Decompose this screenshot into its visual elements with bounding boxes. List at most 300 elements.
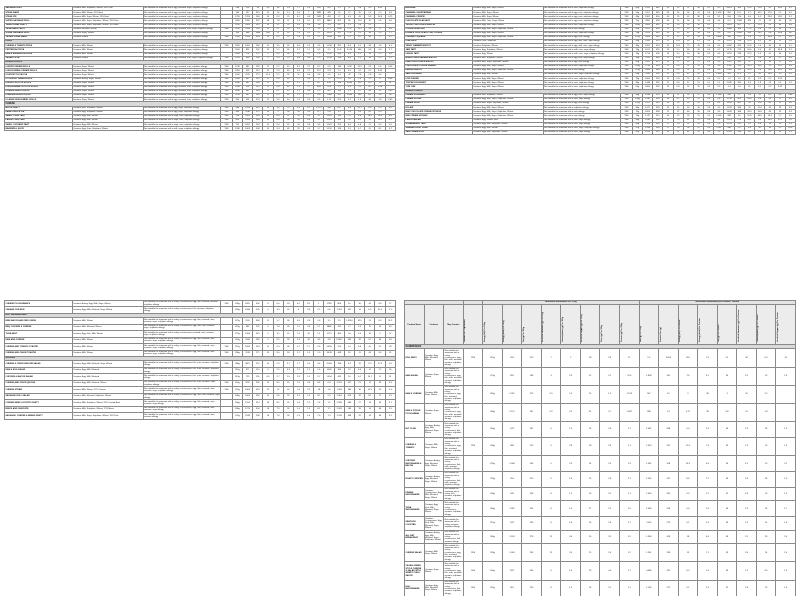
- nutrition-cell: 28: [663, 11, 673, 15]
- nutrition-cell: 3.4: [334, 73, 344, 77]
- nutrition-cell: 378: [653, 102, 663, 106]
- nutrition-cell: 9.6: [293, 11, 303, 15]
- nutrition-cell: 27: [283, 19, 293, 23]
- nutrition-cell: 62: [683, 15, 693, 19]
- nutrition-cell: 34.8: [775, 48, 785, 52]
- nutrition-cell: 1.9: [620, 530, 640, 544]
- table-quadrant-top-left: [4, 6, 396, 294]
- nutrition-cell: 1.261: [639, 544, 659, 562]
- nutrition-cell: 168: [253, 44, 263, 48]
- nutrition-cell: 8.6: [273, 350, 283, 356]
- nutrition-cell: 29: [283, 307, 293, 313]
- nutrition-cell: 213: [522, 438, 542, 456]
- nutrition-cell: 1.1: [314, 35, 324, 39]
- nutrition-cell: 34: [775, 52, 785, 56]
- nutrition-cell: 5.7: [273, 318, 283, 324]
- nutrition-cell: 1773: [324, 331, 334, 337]
- nutrition-cell: 3.1: [785, 44, 795, 48]
- nutrition-cell: 1.6: [293, 406, 303, 412]
- contains-cell: Contains Sulphites, Wheat: [472, 44, 543, 48]
- nutrition-cell: 13: [263, 114, 273, 118]
- nutrition-cell: 11: [263, 318, 273, 324]
- nutrition-cell: 7.6: [659, 404, 679, 422]
- nutrition-cell: 320: [653, 118, 663, 122]
- vegetarian-cell: YES: [621, 106, 633, 110]
- nutrition-cell: 261: [659, 367, 679, 385]
- header-nutrient-label: Fibre (g) Per 100g: [600, 324, 603, 342]
- nutrition-cell: 6.6: [755, 27, 765, 31]
- nutrition-cell: 17: [334, 15, 344, 19]
- nutrition-cell: 1.9: [293, 380, 303, 386]
- nutrition-cell: 1881: [314, 11, 324, 15]
- nutrition-cell: 9: [263, 337, 273, 343]
- contains-cell: Contains Milk, Wheat: [72, 318, 143, 324]
- nutrition-cell: 477: [242, 367, 252, 373]
- nutrition-cell: 22: [663, 44, 673, 48]
- contains-cell: Contains Egg, Fish, Milk, Mustard, Soya, Wheat: [424, 501, 444, 517]
- nutrition-cell: 1.9: [561, 487, 581, 501]
- nutrition-cell: 3.2: [755, 77, 765, 81]
- may-contain-cell: Not suitable for someone with a celery, crustaceans, egg, fish, mustard, nuts, sesame, soya allergy.: [143, 400, 221, 406]
- nutrition-cell: 8: [541, 517, 561, 531]
- contains-cell: Contains Egg, Milk, Soya, Wheat: [472, 23, 543, 27]
- nutrition-cell: 6.6: [375, 301, 385, 307]
- nutrition-cell: 1.1: [620, 438, 640, 456]
- nutrition-cell: 1.6: [776, 544, 796, 562]
- nutrition-cell: 3.8: [714, 40, 724, 44]
- nutrition-cell: 1.236: [324, 44, 334, 48]
- nutrition-cell: 1036: [232, 77, 242, 81]
- nutrition-cell: 279: [659, 517, 679, 531]
- nutrition-cell: 2.3: [698, 580, 718, 596]
- nutrition-cell: 1806: [642, 23, 652, 27]
- nutrition-cell: 21: [365, 123, 375, 127]
- nutrition-cell: 1.087: [620, 404, 640, 422]
- nutrition-cell: 1336: [232, 127, 242, 131]
- nutrition-cell: 1.013: [639, 438, 659, 456]
- nutrition-cell: 6: [263, 307, 273, 313]
- nutrition-cell: 10.8: [334, 48, 344, 52]
- nutrition-cell: 0.7: [304, 19, 314, 23]
- product-name-cell: PEACH MELBA: [405, 118, 473, 122]
- nutrition-cell: 936: [724, 56, 734, 60]
- vegetarian-cell: YES: [463, 580, 483, 596]
- nutrition-cell: 1: [314, 301, 324, 307]
- nutrition-cell: 2.7: [273, 374, 283, 380]
- nutrition-cell: 1.116: [639, 517, 659, 531]
- nutrition-cell: 5.6: [744, 126, 754, 130]
- nutrition-cell: 8.8: [355, 344, 365, 350]
- nutrition-cell: 5.1: [737, 562, 757, 580]
- table-row: [405, 422, 796, 438]
- nutrition-cell: 25: [580, 544, 600, 562]
- product-name-cell: EGG MAYONNAISE: [405, 580, 425, 596]
- nutrition-cell: 3.2: [714, 106, 724, 110]
- nutrition-cell: 33: [365, 52, 375, 56]
- contains-cell: Contains Soya, Wheat: [424, 562, 444, 580]
- nutrition-cell: 2.2: [714, 48, 724, 52]
- nutrition-cell: 289: [653, 126, 663, 130]
- nutrition-cell: 273: [522, 385, 542, 403]
- nutrition-cell: 27.6: [375, 361, 385, 367]
- nutrition-cell: 4.4: [704, 19, 714, 23]
- nutrition-cell: 36: [683, 126, 693, 130]
- nutrition-cell: 48g: [632, 15, 642, 19]
- nutrition-cell: 18: [263, 406, 273, 412]
- vegetarian-cell: YES: [221, 73, 233, 77]
- product-name-cell: APPLE PASTY: [5, 106, 73, 110]
- header-contains: Contains: [424, 305, 444, 345]
- nutrition-cell: 0.6: [324, 65, 334, 69]
- nutrition-cell: 2.2: [600, 367, 620, 385]
- nutrition-cell: 43: [355, 15, 365, 19]
- nutrition-cell: 1319: [242, 106, 252, 110]
- nutrition-cell: 11: [263, 65, 273, 69]
- nutrition-cell: 42: [365, 301, 375, 307]
- nutrition-cell: 83g: [632, 118, 642, 122]
- nutrition-cell: 12: [344, 11, 354, 15]
- nutrition-cell: 284: [734, 60, 744, 64]
- table-row: [405, 530, 796, 544]
- nutrition-cell: 98g: [632, 81, 642, 85]
- vegetarian-cell: YES: [463, 438, 483, 456]
- nutrition-cell: 6.8: [755, 122, 765, 126]
- nutrition-cell: 1095: [242, 123, 252, 127]
- nutrition-cell: 16: [344, 331, 354, 337]
- nutrition-cell: 36: [693, 52, 703, 56]
- nutrition-cell: 392: [653, 73, 663, 77]
- nutrition-cell: 20: [293, 114, 303, 118]
- nutrition-cell: 267: [522, 404, 542, 422]
- nutrition-cell: 41: [775, 19, 785, 23]
- nutrition-cell: 10.2: [755, 64, 765, 68]
- nutrition-cell: 19: [344, 301, 354, 307]
- nutrition-cell: 15: [663, 35, 673, 39]
- nutrition-cell: 1.136: [639, 580, 659, 596]
- nutrition-cell: 2.1: [756, 385, 776, 403]
- header-nutrient-label: Energy (kcal) Per Portion: [698, 317, 701, 342]
- nutrition-cell: 2.17: [678, 404, 698, 422]
- contains-cell: Contains Soya, Wheat: [72, 85, 143, 89]
- nutrition-cell: 298: [253, 413, 263, 419]
- nutrition-cell: 2.196: [334, 413, 344, 419]
- product-name-cell: CARAMEL CRISPIE: [405, 15, 473, 19]
- nutrition-cell: 8: [314, 77, 324, 81]
- nutrition-cell: 1098: [242, 344, 252, 350]
- nutrition-cell: 35: [283, 123, 293, 127]
- nutrition-cell: 4.2: [344, 361, 354, 367]
- nutrition-cell: 33: [717, 562, 737, 580]
- nutrition-cell: 3.8: [704, 110, 714, 114]
- nutrition-cell: 3.4: [704, 11, 714, 15]
- nutrition-cell: 13: [673, 106, 683, 110]
- contains-cell: Contains Soya, Wheat: [72, 89, 143, 93]
- section-label: PIZZA: [5, 40, 396, 44]
- may-contain-cell: Not suitable for someone with a sulphites allergy.: [543, 106, 621, 110]
- product-name-cell: SMALL CUSTARD TART: [5, 123, 73, 127]
- nutrition-cell: 15: [693, 97, 703, 101]
- contains-cell: Contains Egg, Milk, Wheat: [472, 73, 543, 77]
- product-name-cell: BBQ CHICKEN & CHEESE: [5, 324, 73, 330]
- contains-cell: Contains Soya, Wheat: [424, 404, 444, 422]
- may-contain-cell: Not suitable for someone with a egg, mustard, nuts, sulphites allergy.: [143, 77, 221, 81]
- nutrition-cell: 1.3: [776, 422, 796, 438]
- nutrition-cell: 311: [344, 307, 354, 313]
- nutrition-cell: 36g: [632, 56, 642, 60]
- nutrition-cell: 36: [693, 31, 703, 35]
- nutrition-cell: 15.5: [734, 35, 744, 39]
- nutrition-cell: 26: [283, 44, 293, 48]
- nutrition-cell: 196: [253, 27, 263, 31]
- nutrition-cell: 3.1: [385, 413, 395, 419]
- nutrition-cell: 1.7: [293, 344, 303, 350]
- nutrition-cell: 449: [324, 11, 334, 15]
- nutrition-cell: 11.6: [678, 438, 698, 456]
- nutrition-cell: 0.6: [324, 73, 334, 77]
- nutrition-cell: 8: [541, 501, 561, 517]
- contains-cell: Contains Milk, Oats, Soya, Wheat: [472, 19, 543, 23]
- nutrition-cell: 3.4: [714, 44, 724, 48]
- nutrition-cell: 7.1: [375, 367, 385, 373]
- nutrition-cell: 17: [734, 93, 744, 97]
- nutrition-cell: 16: [273, 11, 283, 15]
- may-contain-cell: Not suitable for someone with a celery, crustaceans, fish, milk, sesame, sulphites allergy.: [444, 472, 464, 488]
- nutrition-cell: 2.6: [273, 69, 283, 73]
- nutrition-cell: 1798: [324, 301, 334, 307]
- nutrition-cell: 418: [653, 64, 663, 68]
- nutrition-cell: 51: [683, 68, 693, 72]
- nutrition-cell: 313: [253, 400, 263, 406]
- nutrition-cell: 27: [693, 60, 703, 64]
- nutrition-cell: 266g: [483, 530, 503, 544]
- nutrition-cell: 269: [334, 119, 344, 123]
- nutrition-cell: 44: [283, 69, 293, 73]
- nutrition-cell: 1.9: [334, 318, 344, 324]
- nutrition-cell: 2.6: [714, 130, 724, 134]
- contains-cell: Contains Milk, Soya, Wheat: [424, 544, 444, 562]
- nutrition-cell: 478: [653, 40, 663, 44]
- nutrition-cell: 9.7: [744, 11, 754, 15]
- nutrition-cell: 28: [283, 413, 293, 419]
- may-contain-cell: Not suitable for someone with a egg, nuts, sulphites allergy.: [543, 19, 621, 23]
- nutrition-cell: 197: [334, 31, 344, 35]
- nutrition-cell: 4.1: [704, 23, 714, 27]
- nutrition-cell: 449: [653, 31, 663, 35]
- nutrition-cell: 39: [683, 114, 693, 118]
- nutrition-cell: 15: [344, 35, 354, 39]
- nutrition-cell: 1.049: [639, 487, 659, 501]
- nutrition-cell: 33: [717, 544, 737, 562]
- contains-cell: Contains Egg, Milk, Soya, Sulphites, Wheat: [472, 68, 543, 72]
- vegetarian-cell: YES: [221, 106, 233, 110]
- nutrition-cell: 313g: [232, 374, 242, 380]
- product-name-cell: VEGAN STEAK BAKE: [5, 35, 73, 39]
- nutrition-cell: 318: [334, 127, 344, 131]
- nutrition-cell: 243: [522, 544, 542, 562]
- nutrition-cell: 1.3: [304, 367, 314, 373]
- may-contain-cell: Not suitable for someone with a celery, crustaceans, fish, nuts, sesame, soya, sulphites allergy.: [143, 380, 221, 386]
- nutrition-cell: 2: [714, 23, 724, 27]
- nutrition-cell: 6.5: [755, 40, 765, 44]
- nutrition-cell: 2.6: [293, 35, 303, 39]
- vegetarian-cell: YES: [463, 544, 483, 562]
- product-name-cell: HAM & EGG SALAD: [5, 367, 73, 373]
- nutrition-cell: 9.5: [541, 385, 561, 403]
- nutrition-cell: 14: [344, 344, 354, 350]
- may-contain-cell: Not suitable for someone with a egg, nuts, allergy.: [543, 35, 621, 39]
- nutrition-cell: 8.7: [673, 97, 683, 101]
- header-nutrient-cell: [502, 305, 522, 345]
- header-nutrient-label: Carbohydrate (g) Per Portion: [757, 314, 760, 342]
- may-contain-cell: Not suitable for someone with a celery, crustaceans, fish, nuts, sesame, sulphites allergy.: [144, 374, 219, 380]
- nutrition-cell: 1.878: [724, 23, 734, 27]
- nutrition-cell: 1.368: [639, 501, 659, 517]
- product-name-cell: PEPPERONI PIZZA: [5, 48, 73, 52]
- nutrition-cell: 1874: [642, 31, 652, 35]
- nutrition-cell: 11.1: [744, 130, 754, 134]
- nutrition-cell: 8.9: [673, 68, 683, 72]
- nutrition-cell: 1.9: [324, 77, 334, 81]
- nutrition-cell: 34: [683, 106, 693, 110]
- product-name-cell: LARGE CURD TART: [5, 119, 73, 123]
- nutrition-cell: 246: [253, 94, 263, 98]
- contains-cell: Contains Wheat: [72, 35, 143, 39]
- header-nutrient-label: of which Sugars (g) Per Portion: [776, 311, 779, 342]
- nutrition-cell: 4.8: [785, 23, 795, 27]
- contains-cell: Contains Egg, Milk, Wheat: [72, 114, 143, 118]
- nutrition-cell: 1992: [642, 60, 652, 64]
- nutrition-cell: 4.4: [304, 380, 314, 386]
- product-name-cell: CHOCOLATE TOFFEE DANISH: [405, 64, 473, 68]
- may-contain-cell: Not suitable for someone with a nuts, soya allergy.: [543, 97, 621, 101]
- vegetarian-cell: YES: [221, 35, 233, 39]
- nutrition-cell: 263: [659, 487, 679, 501]
- nutrition-cell: 3: [293, 307, 303, 313]
- nutrition-cell: 314: [263, 31, 273, 35]
- nutrition-cell: 46: [365, 350, 375, 356]
- nutrition-cell: 20: [693, 106, 703, 110]
- nutrition-cell: 432: [653, 23, 663, 27]
- nutrition-cell: 1.1: [620, 472, 640, 488]
- product-name-cell: CREAM SCONE: [405, 97, 473, 101]
- nutrition-cell: 236: [253, 65, 263, 69]
- nutrition-cell: 38: [765, 56, 775, 60]
- nutrition-cell: 0.7: [273, 65, 283, 69]
- nutrition-cell: 216g: [483, 580, 503, 596]
- nutrition-cell: 23: [744, 106, 754, 110]
- nutrition-cell: 1496: [232, 52, 242, 56]
- nutrition-cell: 62: [683, 60, 693, 64]
- nutrition-cell: 763: [232, 31, 242, 35]
- nutrition-cell: 1.1: [314, 31, 324, 35]
- nutrition-cell: 1.6: [304, 44, 314, 48]
- nutrition-cell: 0.8: [324, 380, 334, 386]
- contains-cell: Contains Milk, Sulphites, Wheat, 17% Mince: [72, 406, 143, 412]
- nutrition-cell: 6.6: [673, 81, 683, 85]
- nutrition-cell: 66: [683, 48, 693, 52]
- product-name-cell: BONNY SHORTBREAD BISCUIT: [405, 56, 473, 60]
- nutrition-cell: 3.1: [737, 530, 757, 544]
- nutrition-cell: 38: [775, 23, 785, 27]
- nutrition-cell: 28: [283, 324, 293, 330]
- nutrition-cell: 18: [756, 422, 776, 438]
- nutrition-cell: 24: [663, 106, 673, 110]
- may-contain-cell: Not suitable for someone with a soya, nuts, sulphites allergy.: [143, 119, 221, 123]
- product-name-cell: DOUBLE CHOCOLATE CHIP COOKIE: [405, 31, 473, 35]
- nutrition-cell: 6.6: [344, 52, 354, 56]
- nutrition-cell: 1198: [642, 73, 652, 77]
- nutrition-cell: 1571: [642, 102, 652, 106]
- nutrition-cell: 249: [522, 456, 542, 472]
- nutrition-cell: 393: [334, 35, 344, 39]
- nutrition-cell: 9.5: [693, 40, 703, 44]
- nutrition-cell: 373: [334, 344, 344, 350]
- nutrition-cell: 2.8: [714, 122, 724, 126]
- nutrition-cell: 10: [283, 31, 293, 35]
- nutrition-cell: 30: [365, 98, 375, 102]
- nutrition-cell: 38: [698, 404, 718, 422]
- nutrition-cell: 419: [334, 324, 344, 330]
- contains-cell: Contains Egg, Milk, Mustard, Soya, Wheat: [72, 307, 143, 313]
- nutrition-cell: 1.1: [385, 56, 395, 60]
- nutrition-cell: 211: [734, 56, 744, 60]
- nutrition-cell: 1.6: [561, 472, 581, 488]
- nutrition-cell: 6: [541, 422, 561, 438]
- contains-cell: Contains Barley, Egg, Milk, Mustard, Soya, Sulphites, Wheat: [424, 530, 444, 544]
- product-name-cell: 6 MEDIUM WHITE ROLLS: [5, 94, 73, 98]
- may-contain-cell: Not suitable for someone with a celery, crustaceans, egg, fish, mustard, sesame, sulphites allergy.: [143, 301, 221, 307]
- nutrition-cell: 2.3: [561, 367, 581, 385]
- nutrition-cell: 443: [334, 374, 344, 380]
- contains-cell: Contains Milk, Wheat: [72, 52, 143, 56]
- nutrition-cell: 7.6: [314, 400, 324, 406]
- may-contain-cell: Not suitable for someone with a egg, mustard, nuts, sulphites allergy.: [143, 81, 221, 85]
- product-name-cell: CHEESE & TOMATO: [405, 438, 425, 456]
- nutrition-cell: 37: [283, 114, 293, 118]
- header-nutrient-label: of which Saturates (g) Per Portion: [737, 309, 740, 342]
- contains-cell: Contains Milk, Soya, Wheat, 25% Beef: [72, 15, 143, 19]
- nutrition-cell: 7: [541, 349, 561, 367]
- nutrition-cell: 3.3: [283, 367, 293, 373]
- nutrition-cell: 6.8: [717, 404, 737, 422]
- nutrition-cell: 13: [663, 48, 673, 52]
- may-contain-cell: Not suitable for someone with a celery, crustaceans, egg, fish, mustard, nuts, sesame, soya, sulphites allergy.: [143, 344, 221, 350]
- nutrition-cell: 30: [775, 27, 785, 31]
- may-contain-cell: Not suitable for someone with a celery, crustaceans, sesame, sulphites allergy.: [444, 501, 462, 516]
- nutrition-cell: 231: [659, 562, 679, 580]
- nutrition-cell: 6.3: [273, 344, 283, 350]
- nutrition-cell: 1.036: [714, 114, 724, 118]
- nutrition-cell: 393: [253, 387, 263, 393]
- nutrition-cell: 38: [283, 337, 293, 343]
- nutrition-cell: 33: [283, 301, 293, 307]
- vegetarian-cell: [221, 413, 233, 419]
- nutrition-cell: 2.9: [304, 387, 314, 393]
- nutrition-cell: 198g: [483, 487, 503, 501]
- nutrition-cell: 1.8: [375, 94, 385, 98]
- nutrition-cell: 6.1: [385, 44, 395, 48]
- nutrition-cell: 30.2: [755, 11, 765, 15]
- header-nutrient-label: Carbohydrate (g) Per 100g: [561, 316, 564, 342]
- nutrition-cell: 205: [253, 307, 263, 313]
- nutrition-cell: 480: [653, 56, 663, 60]
- nutrition-cell: 3.7: [273, 23, 283, 27]
- contains-cell: Contains Milk, Soya, Sulphites, Wheat, 10% Beef: [72, 23, 143, 27]
- nutrition-cell: 1356: [232, 35, 242, 39]
- nutrition-cell: 16: [663, 85, 673, 89]
- nutrition-cell: 1.4: [283, 7, 293, 11]
- nutrition-cell: 18: [775, 130, 785, 134]
